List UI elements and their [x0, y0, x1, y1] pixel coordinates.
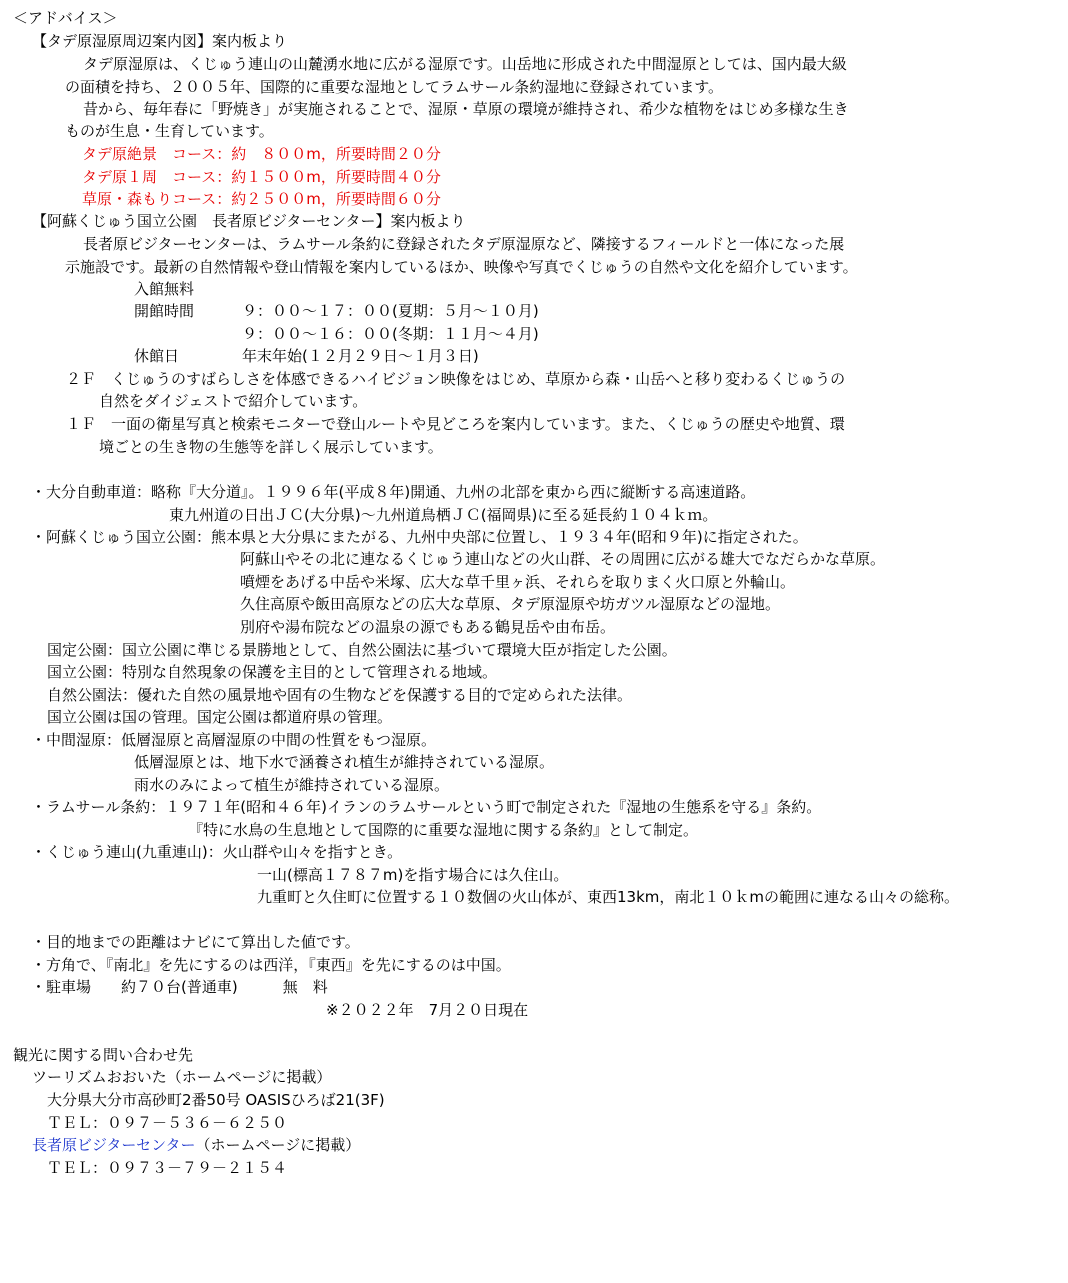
parks-law-note: 自然公園法：優れた自然の風景地や固有の生物などを保護する目的で定められた法律。	[47, 686, 633, 704]
closed-label: 休館日	[134, 347, 180, 365]
visitor-center-contact	[32, 1134, 360, 1156]
course-item: タデ原１周 コース：約１５００m，所要時間４０分	[82, 168, 441, 186]
distance-note: ・目的地までの距離はナビにて算出した値です。	[31, 933, 360, 951]
tourism-oita-address: 大分県大分市高砂町2番50号 OASISひろば21(3F)	[47, 1091, 385, 1109]
floor1-line1: １Ｆ 一面の衛星写真と検索モニターで登山ルートや見どころを案内しています。また、くじゅうの歴史や地質、環	[66, 415, 845, 433]
course-item: 草原・森もりコース：約２５００m，所要時間６０分	[82, 190, 441, 208]
sign2-paragraph-line2: 示施設です。最新の自然情報や登山情報を案内しているほか、映像や写真でくじゅうの自然や文化を紹介しています。	[65, 258, 858, 276]
park-line4: 久住高原や飯田高原などの広大な草原、タデ原湿原や坊ガツル湿原などの湿地。	[240, 595, 781, 613]
fen-line2: 低層湿原とは、地下水で涵養され植生が維持されている湿原。	[134, 753, 555, 771]
park-line5: 別府や湯布院などの温泉の源でもある鶴見岳や由布岳。	[240, 618, 616, 636]
floor1-line2: 境ごとの生き物の生態等を詳しく展示しています。	[99, 438, 443, 456]
ramsar-line1: ・ラムサール条約：１９７１年(昭和４６年)イランのラムサールという町で制定された『湿地の生態系を守る』条約。	[31, 798, 822, 816]
admission-info: 入館無料	[134, 280, 195, 298]
expressway-line2: 東九州道の日出ＪＣ(大分県)～九州道鳥栖ＪＣ(福岡県)に至る延長約１０４ｋｍ。	[169, 506, 718, 524]
kuju-line1: ・くじゅう連山(九重連山)：火山群や山々を指すとき。	[31, 843, 403, 861]
management-note: 国立公園は国の管理。国定公園は都道府県の管理。	[47, 708, 393, 726]
floor2-line2: 自然をダイジェストで紹介しています。	[99, 392, 368, 410]
contact-heading: 観光に関する問い合わせ先	[13, 1046, 194, 1064]
sign2-paragraph-line1: 長者原ビジターセンターは、ラムサール条約に登録されたタデ原湿原など、隣接するフィールドと一体になった展	[83, 235, 845, 253]
park-line2: 阿蘇山やその北に連なるくじゅう連山などの火山群、その周囲に広がる雄大でなだらかな草原。	[240, 550, 886, 568]
sign1-paragraph2-line1: 昔から、毎年春に「野焼き」が実施されることで、湿原・草原の環境が維持され、希少な植物をはじめ多様な生き	[83, 100, 849, 118]
visitor-center-link[interactable]: 長者原ビジターセンター	[32, 1136, 196, 1154]
tourism-oita-name: ツーリズムおおいた（ホームページに掲載）	[32, 1068, 332, 1086]
quasi-national-park-note: 国定公園：国立公園に準じる景勝地として、自然公園法に基づいて環境大臣が指定した公園。	[47, 641, 677, 659]
sign1-paragraph2-line2: ものが生息・生育しています。	[65, 122, 274, 140]
ramsar-line2: 『特に水鳥の生息地として国際的に重要な湿地に関する条約』として制定。	[188, 821, 699, 839]
course-item: タデ原絶景 コース：約 ８００m，所要時間２０分	[82, 145, 441, 163]
kuju-line2: 一山(標高１７８７m)を指す場合には久住山。	[257, 866, 569, 884]
park-line3: 噴煙をあげる中岳や米塚、広大な草千里ヶ浜、それらを取りまく火口原と外輪山。	[240, 573, 796, 591]
hours-label: 開館時間	[134, 302, 195, 320]
parking-note: ・駐車場 約７０台(普通車) 無 料	[31, 978, 328, 996]
expressway-line1: ・大分自動車道：略称『大分道』。１９９６年(平成８年)開通、九州の北部を東から西に縦断する高速道路。	[31, 483, 756, 501]
fen-line3: 雨水のみによって植生が維持されている湿原。	[134, 776, 450, 794]
visitor-center-note: （ホームページに掲載）	[195, 1136, 361, 1154]
direction-note: ・方角で、『南北』を先にするのは西洋，『東西』を先にするのは中国。	[31, 956, 511, 974]
park-line1: ・阿蘇くじゅう国立公園：熊本県と大分県にまたがる、九州中央部に位置し、１９３４年(昭和９年)に指定された。	[31, 528, 808, 546]
floor2-line1: ２Ｆ くじゅうのすばらしさを体感できるハイビジョン映像をはじめ、草原から森・山岳へと移り変わるくじゅうの	[66, 370, 846, 388]
kuju-line3: 九重町と久住町に位置する１０数個の火山体が、東西13km，南北１０ｋmの範囲に連なる山々の総称。	[257, 888, 960, 906]
as-of-date: ※２０２２年 7月２０日現在	[326, 1001, 529, 1019]
sign1-heading: 【タデ原湿原周辺案内図】案内板より	[32, 32, 288, 50]
closed-value: 年末年始(１２月２９日～１月３日)	[242, 347, 479, 365]
sign2-heading: 【阿蘇くじゅう国立公園 長者原ビジターセンター】案内板より	[32, 212, 466, 230]
hours-summer: ９：００～１７：００(夏期：５月～１０月)	[242, 302, 539, 320]
visitor-center-tel: ＴＥＬ：０９７３－７９－２１５４	[47, 1159, 288, 1177]
advice-heading: ＜アドバイス＞	[13, 9, 118, 27]
tourism-oita-tel: ＴＥＬ：０９７－５３６－６２５０	[47, 1114, 288, 1132]
national-park-note: 国立公園：特別な自然現象の保護を主目的として管理される地域。	[47, 663, 498, 681]
sign1-paragraph1-line1: タデ原湿原は、くじゅう連山の山麓湧水地に広がる湿原です。山岳地に形成された中間湿原としては、国内最大級	[83, 55, 847, 73]
fen-line1: ・中間湿原：低層湿原と高層湿原の中間の性質をもつ湿原。	[31, 731, 437, 749]
sign1-paragraph1-line2: の面積を持ち、２００５年、国際的に重要な湿地としてラムサール条約湿地に登録されています。	[65, 78, 724, 96]
hours-winter: ９：００～１６：００(冬期：１１月～４月)	[242, 325, 539, 343]
